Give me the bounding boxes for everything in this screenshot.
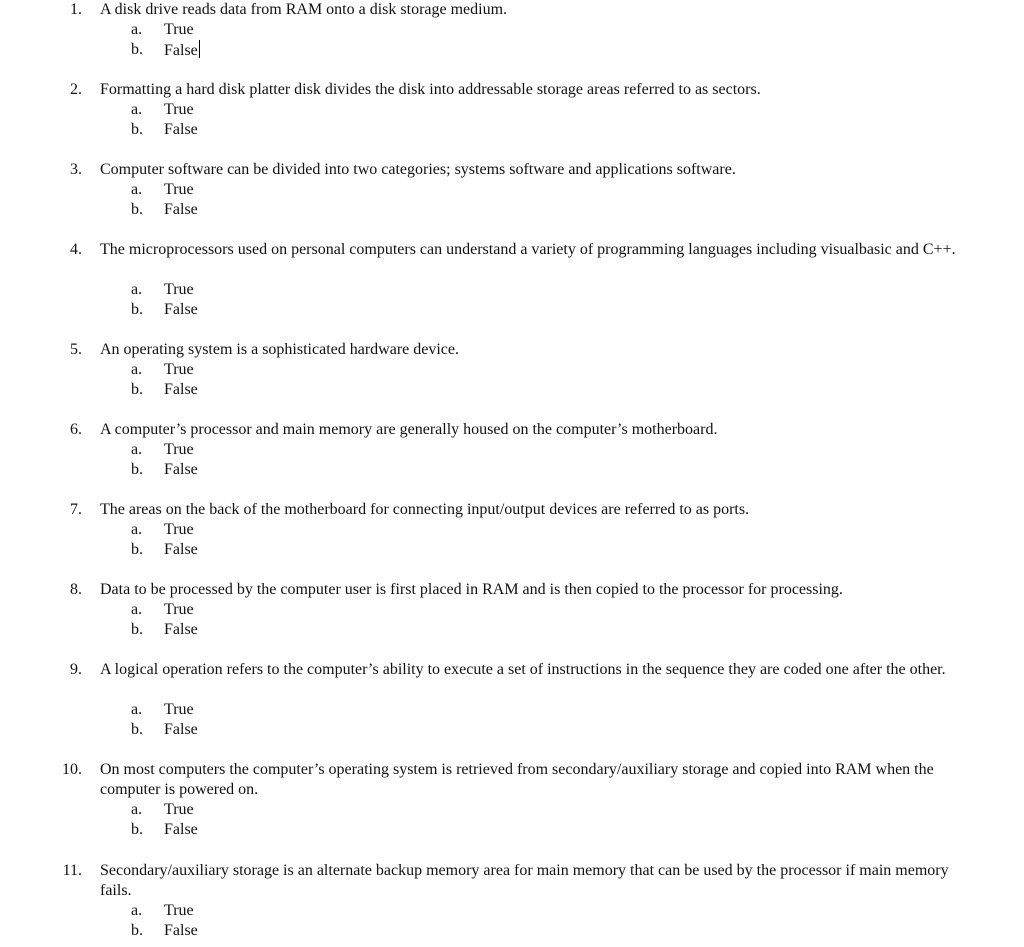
question-text: The areas on the back of the motherboard for connecting input/output devices are referred to as ports. <box>100 501 750 518</box>
option-letter: a. <box>131 21 143 38</box>
option-letter: a. <box>131 281 143 298</box>
option-letter: a. <box>131 361 143 378</box>
question-text: A disk drive reads data from RAM onto a disk storage medium. <box>100 1 508 18</box>
question-text: Secondary/auxiliary storage is an alternate backup memory area for main memory that can be used by the processor if main memory fails. <box>100 862 949 899</box>
option-label: True <box>164 701 194 718</box>
option-label: True <box>164 521 194 538</box>
question-text: The microprocessors used on personal computers can understand a variety of programming languages including visualbasic and C++. <box>100 241 956 258</box>
question-text: An operating system is a sophisticated hardware device. <box>100 341 459 358</box>
option-letter: a. <box>131 801 143 818</box>
option-label: False <box>164 42 198 59</box>
option-letter: b. <box>131 922 143 939</box>
question-number: 9. <box>70 661 82 678</box>
option-label: False <box>164 381 198 398</box>
option-label: False <box>164 201 198 218</box>
option-label: True <box>164 21 194 38</box>
option-letter: b. <box>131 621 143 638</box>
option-letter: b. <box>131 541 143 558</box>
option-letter: a. <box>131 902 143 919</box>
option-letter: a. <box>131 601 143 618</box>
question-text: Data to be processed by the computer user is first placed in RAM and is then copied to the processor for processing. <box>100 581 843 598</box>
question-number: 3. <box>70 161 82 178</box>
option-label: True <box>164 101 194 118</box>
question-number: 8. <box>70 581 82 598</box>
question-number: 4. <box>70 241 82 258</box>
option-label: True <box>164 902 194 919</box>
question-number: 2. <box>70 81 82 98</box>
option-letter: b. <box>131 201 143 218</box>
text-cursor <box>199 40 200 58</box>
question-number: 1. <box>70 1 82 18</box>
option-letter: a. <box>131 441 143 458</box>
question-number: 10. <box>62 761 82 778</box>
option-label: True <box>164 361 194 378</box>
option-label: True <box>164 181 194 198</box>
option-label: True <box>164 801 194 818</box>
option-letter: b. <box>131 121 143 138</box>
question-text: On most computers the computer’s operating system is retrieved from secondary/auxiliary storage and copied into RAM when the computer is powered on. <box>100 761 934 798</box>
option-letter: b. <box>131 821 143 838</box>
question-number: 7. <box>70 501 82 518</box>
option-letter: a. <box>131 521 143 538</box>
question-text: Formatting a hard disk platter disk divides the disk into addressable storage areas referred to as sectors. <box>100 81 761 98</box>
option-label: True <box>164 601 194 618</box>
option-label: False <box>164 922 198 939</box>
question-number: 6. <box>70 421 82 438</box>
option-label: False <box>164 461 198 478</box>
option-label: False <box>164 541 198 558</box>
option-label: False <box>164 821 198 838</box>
option-label: True <box>164 441 194 458</box>
option-label: False <box>164 621 198 638</box>
option-letter: b. <box>131 301 143 318</box>
option-letter: b. <box>131 461 143 478</box>
option-letter: a. <box>131 101 143 118</box>
option-letter: b. <box>131 41 143 58</box>
question-text: Computer software can be divided into two categories; systems software and applications software. <box>100 161 736 178</box>
question-text: A logical operation refers to the computer’s ability to execute a set of instructions in the sequence they are coded one after the other. <box>100 661 946 678</box>
option-letter: a. <box>131 181 143 198</box>
option-label: False <box>164 301 198 318</box>
question-number: 11. <box>62 862 82 879</box>
question-number: 5. <box>70 341 82 358</box>
option-letter: b. <box>131 381 143 398</box>
option-letter: a. <box>131 701 143 718</box>
question-text: A computer’s processor and main memory are generally housed on the computer’s motherboard. <box>100 421 718 438</box>
option-letter: b. <box>131 721 143 738</box>
option-label: False <box>164 121 198 138</box>
option-label: True <box>164 281 194 298</box>
option-label: False <box>164 721 198 738</box>
option-label-with-caret <box>164 40 200 61</box>
